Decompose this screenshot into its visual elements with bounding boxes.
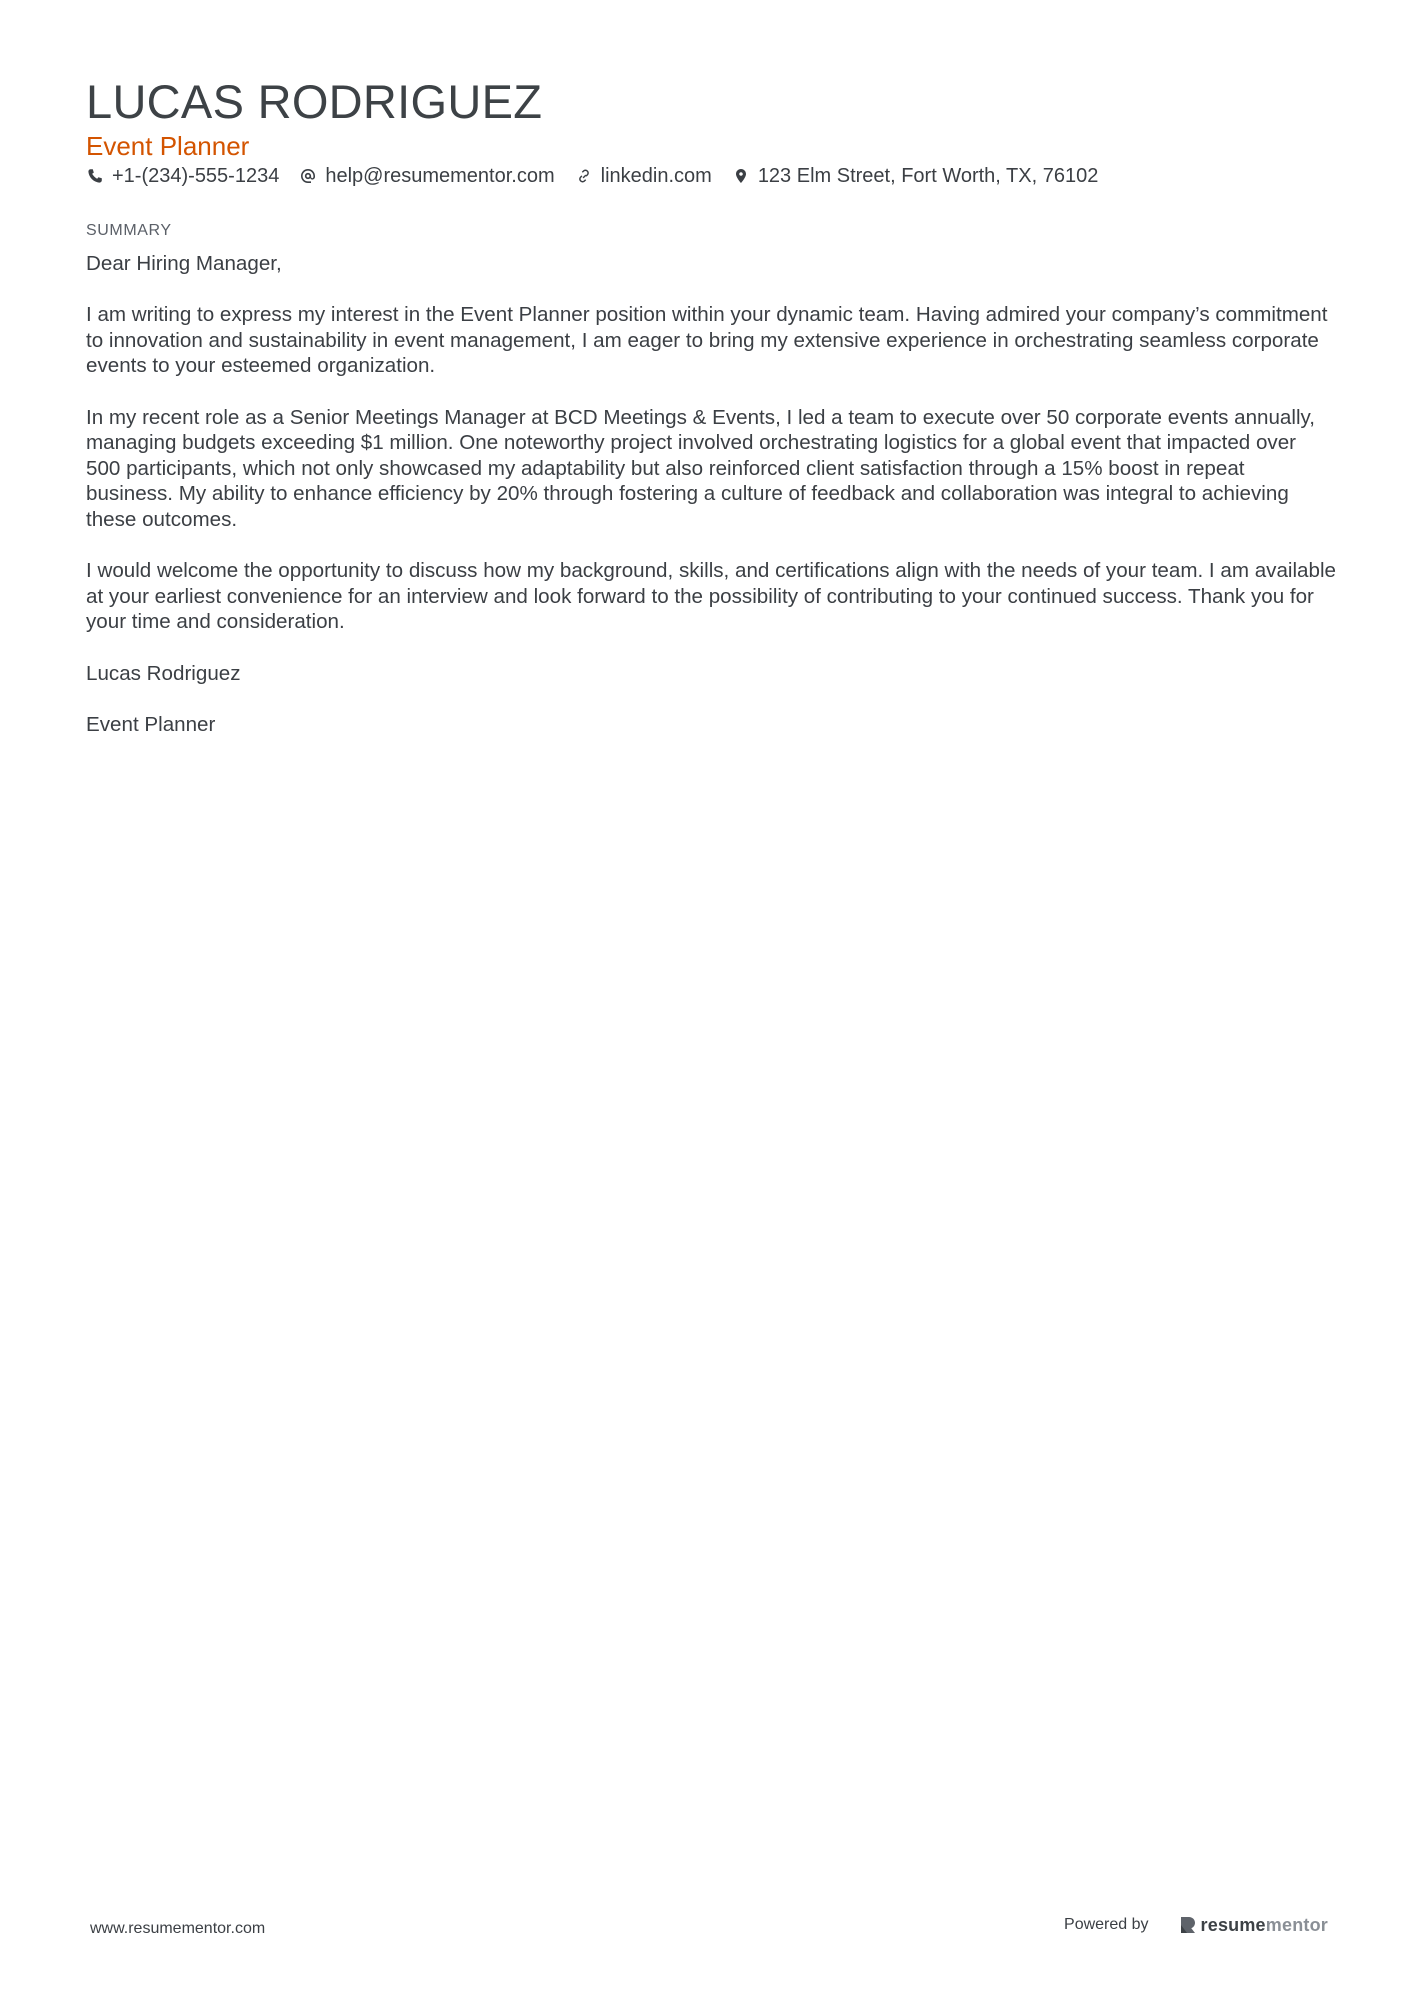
brand-name-part1: resume bbox=[1200, 1915, 1266, 1935]
footer-website-link[interactable]: www.resumementor.com bbox=[90, 1920, 266, 1937]
contact-phone[interactable] bbox=[86, 162, 279, 190]
contact-linkedin-text: linkedin.com bbox=[600, 165, 712, 187]
letter-body bbox=[86, 251, 1336, 763]
letter-paragraph: I would welcome the opportunity to discuss how my background, skills, and certifications align with the needs of your team. I am available at your earliest convenience for an interview and look forward to the possibility of contributing to your continued success. Thank you for your time and consideration. bbox=[86, 559, 1336, 634]
powered-by-label: Powered by bbox=[1064, 1916, 1149, 1933]
signature-name: Lucas Rodriguez bbox=[86, 661, 241, 685]
letter-paragraph: I am writing to express my interest in the Event Planner position within your dynamic team. Having admired your company’s commitment to innovation and sustainability in event management, I am eager to bring my extensive experience in orchestrating seamless corporate events to your esteemed organization. bbox=[86, 303, 1328, 378]
contact-email[interactable] bbox=[299, 162, 554, 190]
phone-icon bbox=[86, 167, 104, 185]
link-icon bbox=[575, 167, 593, 185]
brand-logo[interactable] bbox=[1179, 1914, 1328, 1936]
brand-name-part2: mentor bbox=[1265, 1915, 1328, 1935]
location-pin-icon bbox=[732, 167, 750, 185]
contact-phone-text: +1-(234)-555-1234 bbox=[112, 165, 280, 187]
letter-salutation: Dear Hiring Manager, bbox=[86, 252, 282, 275]
contact-address-text: 123 Elm Street, Fort Worth, TX, 76102 bbox=[757, 165, 1099, 187]
footer-branding bbox=[1064, 1914, 1328, 1936]
contact-email-text: help@resumementor.com bbox=[325, 165, 555, 187]
candidate-title: Event Planner bbox=[86, 131, 250, 161]
cover-letter-page bbox=[86, 0, 1336, 1995]
at-icon bbox=[299, 167, 317, 185]
resumementor-logo-icon bbox=[1179, 1915, 1197, 1935]
section-heading-summary: SUMMARY bbox=[86, 222, 172, 239]
contact-bar bbox=[86, 162, 1118, 190]
contact-linkedin[interactable] bbox=[575, 162, 712, 190]
signature-title: Event Planner bbox=[86, 712, 216, 736]
letter-paragraph: In my recent role as a Senior Meetings Manager at BCD Meetings & Events, I led a team to execute over 50 corporate events annually, managing budgets exceeding $1 million. One noteworthy project involved orchestrating logistics for a global event that impacted over 500 participants, which not only showcased my adaptability but also reinforced client satisfaction through a 15% boost in repeat business. My ability to enhance efficiency by 20% through fostering a culture of feedback and collaboration was integral to achieving these outcomes. bbox=[86, 405, 1316, 531]
candidate-name: LUCAS RODRIGUEZ bbox=[86, 75, 543, 128]
contact-address bbox=[732, 162, 1099, 190]
